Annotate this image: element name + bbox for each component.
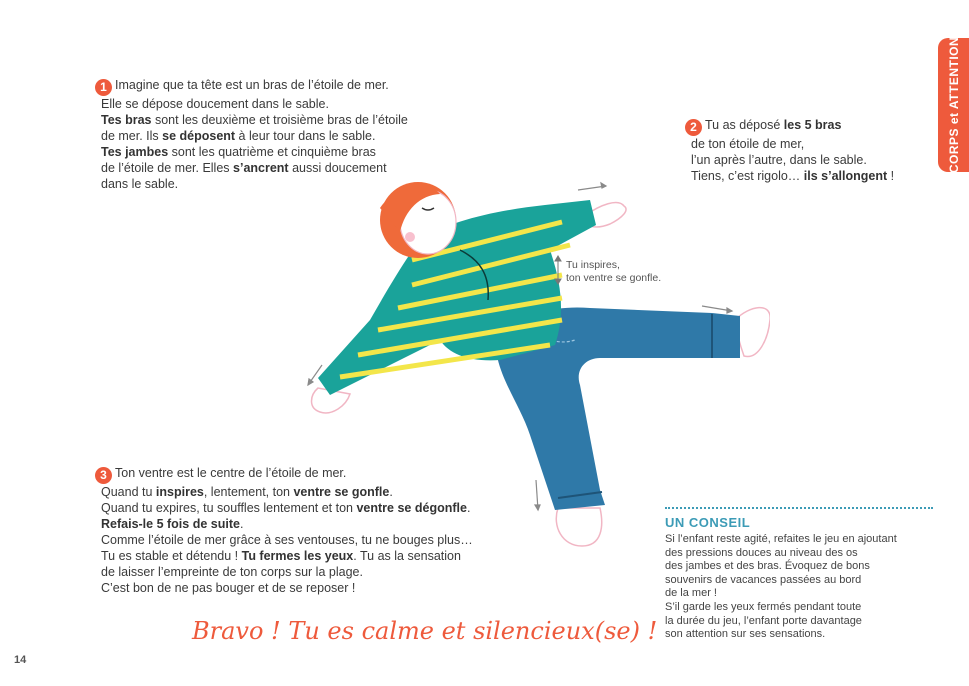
boy-head: [380, 182, 456, 258]
body-text: l’un après l’autre, dans le sable.: [691, 153, 867, 167]
step1-line: [95, 160, 408, 176]
step1-line: [95, 96, 408, 112]
emphasis-text: Tes jambes: [101, 145, 169, 159]
step1-line: [95, 128, 408, 144]
body-text: sont les quatrième et cinquième bras: [168, 145, 376, 159]
body-text: de ton étoile de mer,: [691, 137, 805, 151]
page-number: 14: [14, 654, 27, 666]
conseil-title: UN CONSEIL: [665, 515, 751, 530]
body-text: Tu es stable et détendu !: [101, 549, 242, 563]
star-boy-illustration: [300, 180, 770, 550]
conseil-line: des jambes et des bras. Évoquez de bons: [665, 560, 870, 573]
body-text: Ton ventre est le centre de l’étoile de mer.: [115, 466, 347, 480]
body-text: .: [466, 501, 471, 515]
section-tab-label: CORPS et ATTENTION: [946, 36, 961, 174]
step2-line: [685, 136, 894, 152]
section-tab: [938, 38, 969, 172]
body-text: sont les deuxième et troisième bras de l’étoile: [151, 113, 408, 127]
body-text: de laisser l’empreinte de ton corps sur la plage.: [101, 565, 363, 579]
breath-note-line-1: Tu inspires,: [566, 259, 620, 271]
step1-line: [95, 77, 408, 96]
conseil-line: de la mer !: [665, 587, 717, 600]
body-text: Tu as déposé: [705, 118, 784, 132]
emphasis-text: se déposent: [162, 129, 236, 143]
body-text: . Tu as la sensation: [353, 549, 461, 563]
body-text: dans le sable.: [101, 177, 179, 191]
body-text: , lentement, ton: [203, 485, 294, 499]
body-text: Elle se dépose doucement dans le sable.: [101, 97, 329, 111]
body-text: Comme l’étoile de mer grâce à ses ventouses, tu ne bouges plus…: [101, 533, 473, 547]
emphasis-text: Tes bras: [101, 113, 152, 127]
emphasis-text: Refais-le 5 fois de suite: [101, 517, 240, 531]
step-2-text: [685, 117, 894, 184]
body-text: Tiens, c’est rigolo…: [691, 169, 804, 183]
step3-number-badge: 3: [95, 467, 112, 484]
right-foot: [735, 308, 770, 357]
conseil-line: Si l’enfant reste agité, refaites le jeu en ajoutant: [665, 533, 897, 545]
step3-line: [95, 580, 473, 596]
emphasis-text: ventre se dégonfle: [356, 501, 467, 515]
emphasis-text: s’ancrent: [233, 161, 289, 175]
body-text: de l’étoile de mer. Elles: [101, 161, 234, 175]
emphasis-text: inspires: [155, 485, 204, 499]
conseil-text: [665, 533, 935, 642]
body-text: .: [239, 517, 244, 531]
step-1-text: [95, 77, 408, 192]
step3-line: [95, 564, 473, 580]
body-text: C’est bon de ne pas bouger et de se reposer !: [101, 581, 356, 595]
breath-note-line-2: ton ventre se gonfle.: [566, 272, 662, 284]
bravo-message: Bravo ! Tu es calme et silencieux(se) !: [192, 617, 658, 645]
body-text: aussi doucement: [288, 161, 387, 175]
step3-line: [95, 548, 473, 564]
conseil-line: son attention sur ses sensations.: [665, 628, 826, 641]
conseil-line: S’il garde les yeux fermés pendant toute: [665, 600, 862, 613]
step2-line: [685, 152, 894, 168]
left-foot: [556, 508, 601, 546]
body-text: Imagine que ta tête est un bras de l’étoile de mer.: [115, 78, 389, 92]
emphasis-text: ils s’allongent: [803, 169, 888, 183]
body-text: .: [389, 485, 393, 499]
step1-line: [95, 112, 408, 128]
conseil-line: des pressions douces au niveau des os: [665, 546, 858, 559]
step2-line: [685, 117, 894, 136]
conseil-divider: [665, 507, 933, 509]
body-text: à leur tour dans le sable.: [235, 129, 376, 143]
emphasis-text: les 5 bras: [783, 118, 842, 132]
conseil-line: la durée du jeu, l’enfant porte davantage: [665, 614, 862, 627]
body-text: !: [887, 169, 895, 183]
body-text: Quand tu expires, tu souffles lentement et ton: [101, 501, 357, 515]
step1-line: [95, 144, 408, 160]
conseil-line: souvenirs de vacances passées au bord: [665, 573, 862, 586]
breath-note: [566, 259, 661, 285]
step2-number-badge: 2: [685, 119, 702, 136]
emphasis-text: ventre se gonfle: [293, 485, 390, 499]
conseil-box: [665, 507, 935, 642]
body-text: de mer. Ils: [101, 129, 163, 143]
emphasis-text: Tu fermes les yeux: [241, 549, 354, 563]
step1-number-badge: 1: [95, 79, 112, 96]
body-text: Quand tu: [101, 485, 156, 499]
